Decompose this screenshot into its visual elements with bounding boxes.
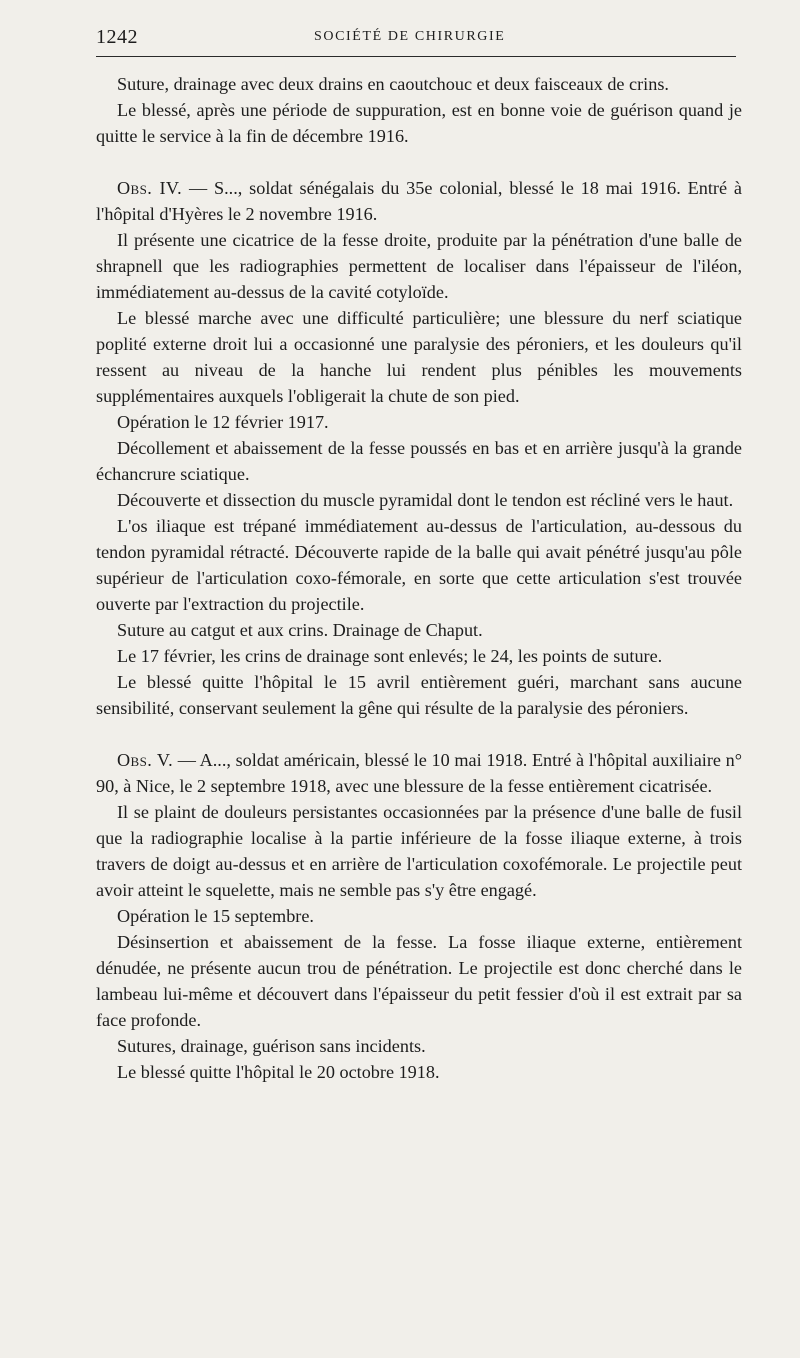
paragraph: Opération le 15 septembre. (117, 906, 314, 926)
observation-heading: Obs. IV. — S..., soldat sénégalais du 35e colonial, blessé le 18 mai 1916. Entré à l'hôpital d'Hyères le 2 novembre 1916. (96, 178, 742, 224)
paragraph: Découverte et dissection du muscle pyramidal dont le tendon est récliné vers le haut. (117, 490, 734, 510)
paragraph: Désinsertion et abaissement de la fesse. La fosse iliaque externe, entièrement dénudée, ne présente aucun trou de pénétration. Le projectile est donc cherché dans le lambeau lui-même et découvert dans l'épaisseur du petit fessier d'où il est extrait par sa face profonde. (96, 932, 742, 1030)
paragraph: Opération le 12 février 1917. (117, 412, 329, 432)
observation-heading: Obs. V. — A..., soldat américain, blessé le 10 mai 1918. Entré à l'hôpital auxiliaire n° 90, à Nice, le 2 septembre 1918, avec une blessure de la fesse entièrement cicatrisée. (96, 750, 742, 796)
paragraph: Le 17 février, les crins de drainage sont enlevés; le 24, les points de suture. (117, 646, 663, 666)
paragraph: Suture au catgut et aux crins. Drainage de Chaput. (117, 620, 483, 640)
journal-title: SOCIÉTÉ DE CHIRURGIE (314, 29, 506, 44)
paragraph: Suture, drainage avec deux drains en caoutchouc et deux faisceaux de crins. (117, 74, 669, 94)
page-number: 1242 (96, 26, 138, 48)
body-text (96, 71, 742, 1085)
observation-label: Obs. IV. (117, 178, 183, 198)
running-header (96, 26, 736, 57)
paragraph: Le blessé quitte l'hôpital le 20 octobre 1918. (117, 1062, 440, 1082)
paragraph: Il se plaint de douleurs persistantes occasionnées par la présence d'une balle de fusil que la radiographie localise à la partie inférieure de la fosse iliaque externe, à trois travers de doigt au-dessus et en arrière de l'articulation coxofémorale. Le projectile peut avoir atteint le squelette, mais ne semble pas s'y être engagé. (96, 802, 742, 900)
observation-label: Obs. V. (117, 750, 174, 770)
paragraph: Il présente une cicatrice de la fesse droite, produite par la pénétration d'une balle de shrapnell que les radiographies permettent de localiser dans l'épaisseur de l'iléon, immédiatement au-dessus de la cavité cotyloïde. (96, 230, 742, 302)
paragraph: L'os iliaque est trépané immédiatement au-dessus de l'articulation, au-dessous du tendon pyramidal rétracté. Découverte rapide de la balle qui avait pénétré jusqu'au pôle supérieur de l'articulation coxo-fémorale, en sorte que cette articulation s'est trouvée ouverte par l'extraction du projectile. (96, 516, 742, 614)
paragraph: Le blessé, après une période de suppuration, est en bonne voie de guérison quand je quitte le service à la fin de décembre 1916. (96, 100, 742, 146)
paragraph: Décollement et abaissement de la fesse poussés en bas et en arrière jusqu'à la grande échancrure sciatique. (96, 438, 742, 484)
paragraph: Sutures, drainage, guérison sans incidents. (117, 1036, 426, 1056)
paragraph: Le blessé marche avec une difficulté particulière; une blessure du nerf sciatique poplité externe droit lui a occasionné une paralysie des péroniers, et les douleurs qu'il ressent au niveau de la hanche lui rendent plus pénibles les mouvements supplémentaires auxquels l'obligerait la chute de son pied. (96, 308, 742, 406)
paragraph: Le blessé quitte l'hôpital le 15 avril entièrement guéri, marchant sans aucune sensibilité, conservant seulement la gêne qui résulte de la paralysie des péroniers. (96, 672, 742, 718)
